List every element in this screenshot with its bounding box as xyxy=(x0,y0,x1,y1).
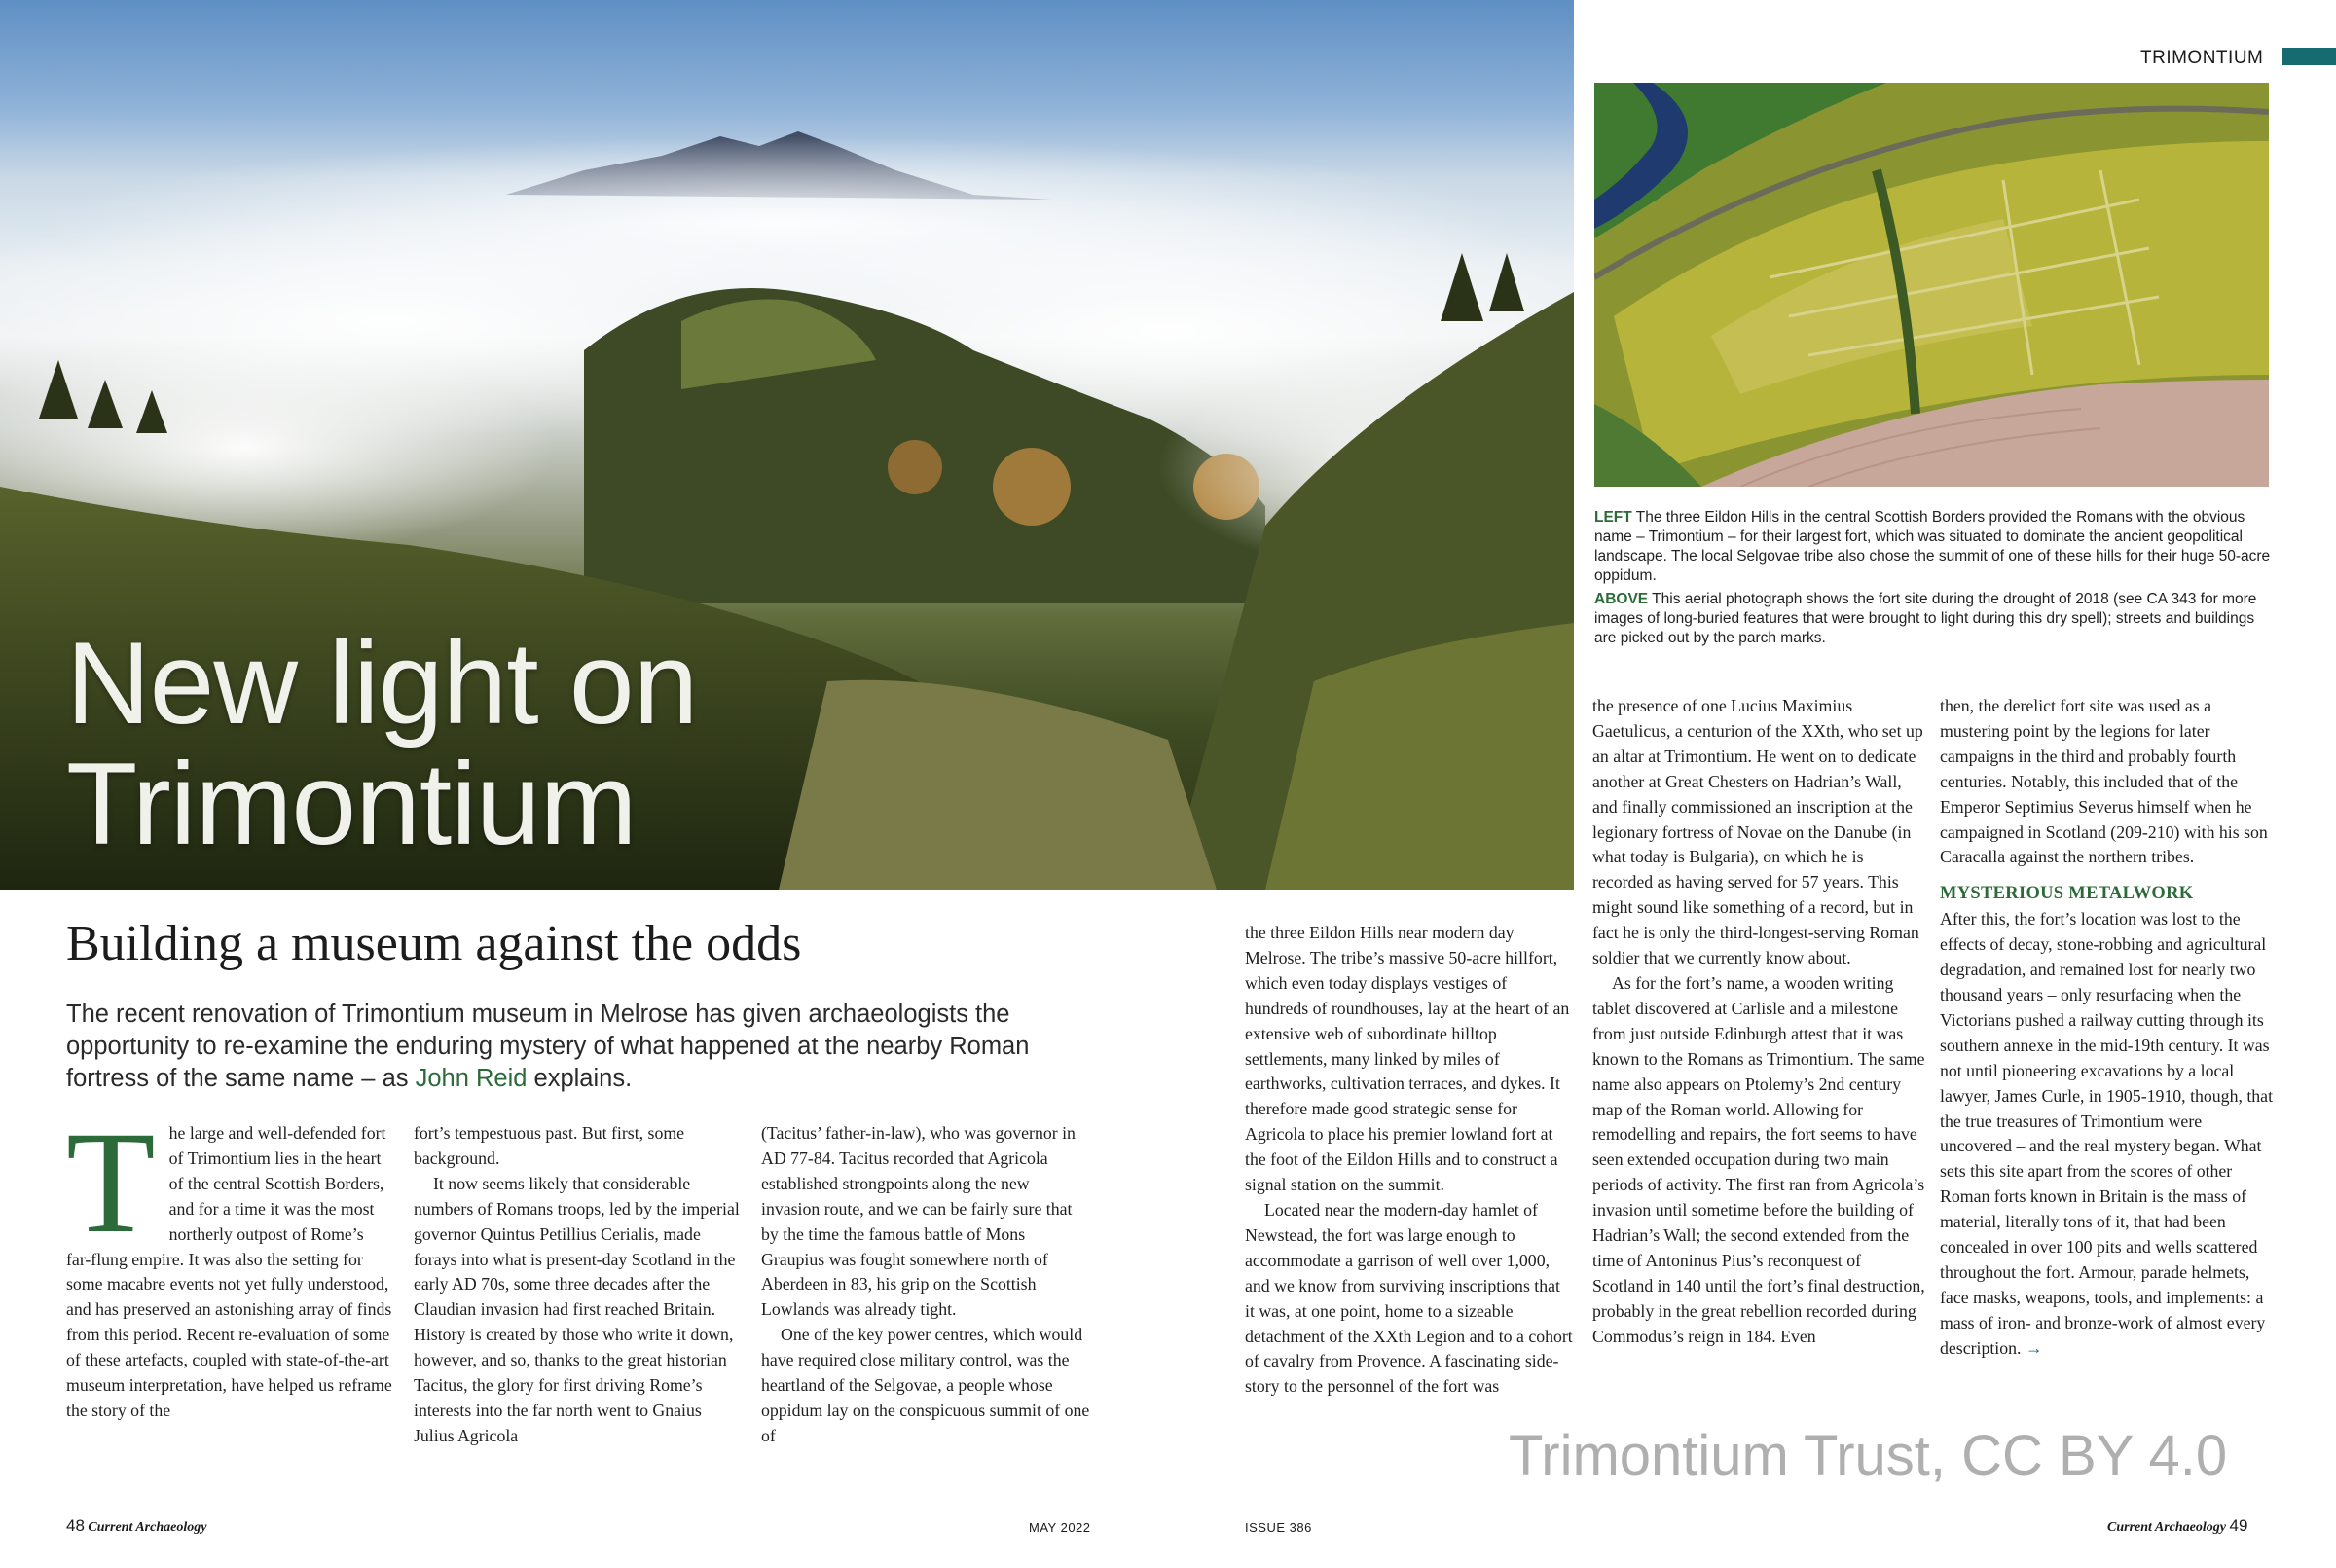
drop-cap: T xyxy=(66,1102,156,1263)
issue-date: MAY 2022 xyxy=(1029,1520,1091,1535)
standfirst-text: The recent renovation of Trimontium museum in Melrose has given archaeologists the opportunity to re-examine the enduring mystery of what happened at the nearby Roman fortress of the same name – as xyxy=(66,1001,1030,1092)
body-column-2 xyxy=(414,1121,745,1449)
paragraph: the presence of one Lucius Maximius Gaetulicus, a centurion of the XXth, who set up an altar at Trimontium. He went on to dedicate another at Great Chesters on Hadrian’s Wall, and finally commissioned an inscription at the legionary fortress of Novae on the Danube (in what today is Bulgaria), on which he is recorded as having served for 57 years. This might sound like something of a record, but in fact he is only the third-longest-serving Roman soldier that we currently know about. xyxy=(1592,696,1923,968)
magazine-name-right: Current Archaeology xyxy=(2107,1520,2226,1535)
license-watermark: Trimontium Trust, CC BY 4.0 xyxy=(1509,1424,2228,1487)
aerial-photo-fort-site xyxy=(1594,83,2269,487)
paragraph: Located near the modern-day hamlet of Newstead, the fort was large enough to accommodate a garrison of well over 1,000, and we know from surviving inscriptions that it was, at one point, home to a sizeable detachment of the XXth Legion and to a cohort of cavalry from Provence. A fascinating side-story to the personnel of the fort was xyxy=(1245,1199,1573,1397)
title-line-1: New light on xyxy=(66,618,698,748)
paragraph: It now seems likely that considerable numbers of Romans troops, led by the imperial governor Quintus Petillius Cerialis, made forays into what is present-day Scotland in the early AD 70s, some three decades after the Claudian invasion had first reached Britain. History is created by those who write it down, however, and so, thanks to the great historian Tacitus, the glory for first driving Rome’s interests into the far north went to Gnaius Julius Agricola xyxy=(414,1173,740,1445)
caption-above-text: This aerial photograph shows the fort site during the drought of 2018 (see CA 343 for more images of long-buried features that were brought to light during this dry spell); streets and buildings are picked out by the parch marks. xyxy=(1594,591,2257,646)
issue-number: ISSUE 386 xyxy=(1245,1520,1312,1535)
paragraph: As for the fort’s name, a wooden writing tablet discovered at Carlisle and a milestone from just outside Edinburgh attest that it was known to the Romans as Trimontium. The same name also appears on Ptolemy’s 2nd century map of the Roman world. Allowing for remodelling and repairs, the fort seems to have seen extended occupation during two main periods of activity. The first ran from Agricola’s invasion until sometime before the building of Hadrian’s Wall; the second extended from the time of Antoninus Pius’s reconquest of Scotland in 140 until the fort’s final destruction, probably in the great rebellion recorded during Commodus’s reign in 184. Even xyxy=(1592,972,1925,1346)
subheading-mysterious-metalwork: MYSTERIOUS METALWORK xyxy=(1940,884,2194,904)
paragraph xyxy=(1940,907,2273,1361)
caption-above xyxy=(1594,590,2276,648)
article-title xyxy=(66,618,942,869)
paragraph: One of the key power centres, which would have required close military control, was the heartland of the Selgovae, a people whose oppidum lay on the conspicuous summit of one of xyxy=(761,1325,1090,1445)
section-label: TRIMONTIUM xyxy=(2140,48,2264,68)
paragraph-text: After this, the fort’s location was lost to the effects of decay, stone-robbing and agricultural degradation, and remained lost for nearly two thousand years – only resurfacing when the Victorians pushed a railway cutting through its southern annexe in the mid-19th century. It was not until pioneering excavations by a local lawyer, James Curle, in 1905-1910, though, that the true treasures of Trimontium were uncovered – and the real mystery began. What sets this site apart from the scores of other Roman forts known in Britain is the mass of material, literally tons of it, that had been concealed in over 100 pits and wells scattered throughout the fort. Armour, parade helmets, face masks, weapons, tools, and implements: a mass of iron- and bronze-work of almost every description. xyxy=(1940,909,2274,1358)
footer-right xyxy=(2107,1516,2247,1536)
body-column-4 xyxy=(1245,921,1574,1400)
paragraph: fort’s tempestuous past. But first, some background. xyxy=(414,1123,685,1168)
author-name: John Reid xyxy=(415,1065,528,1092)
paragraph: (Tacitus’ father-in-law), who was governor in AD 77-84. Tacitus recorded that Agricola established strongpoints along the new invasion route, and we can be fairly sure that by the time the famous battle of Mons Graupius was fought somewhere north of Aberdeen in 83, his grip on the Scottish Lowlands was already tight. xyxy=(761,1123,1076,1320)
body-column-3 xyxy=(761,1121,1092,1449)
page-number-left: 48 xyxy=(66,1516,85,1535)
body-column-1 xyxy=(66,1102,392,1424)
body-column-5 xyxy=(1592,694,1925,1350)
paragraph: the three Eildon Hills near modern day Melrose. The tribe’s massive 50-acre hillfort, which even today displays vestiges of hundreds of roundhouses, lay at the heart of an extensive web of subordinate hilltop settlements, many linked by miles of earthworks, cultivation terraces, and dykes. It therefore made good strategic sense for Agricola to place his premier lowland fort at the foot of the Eildon Hills and to construct a signal station on the summit. xyxy=(1245,923,1570,1195)
magazine-name-left: Current Archaeology xyxy=(88,1520,207,1535)
caption-above-label: ABOVE xyxy=(1594,591,1649,607)
standfirst xyxy=(66,999,1040,1095)
footer-left xyxy=(66,1516,206,1536)
caption-left-label: LEFT xyxy=(1594,509,1632,526)
standfirst-end: explains. xyxy=(533,1065,633,1092)
paragraph: then, the derelict fort site was used as a mustering point by the legions for later campaigns in the third and probably fourth centuries. Notably, this included that of the Emperor Septimius Severus himself when he campaigned in Scotland (209-210) with his son Caracalla against the northern tribes. xyxy=(1940,696,2268,867)
continue-arrow-icon: → xyxy=(2025,1337,2043,1358)
page-number-right: 49 xyxy=(2229,1516,2248,1535)
article-subtitle: Building a museum against the odds xyxy=(66,916,802,971)
caption-left-text: The three Eildon Hills in the central Scottish Borders provided the Romans with the obvious name – Trimontium – for their largest fort, which was situated to dominate the ancient geopolitical landscape. The local Selgovae tribe also chose the summit of one of these hills for their huge 50-acre oppidum. xyxy=(1594,509,2271,584)
caption-left xyxy=(1594,508,2276,586)
section-accent-bar xyxy=(2282,48,2336,65)
photo-captions xyxy=(1594,508,2276,652)
title-line-2: Trimontium xyxy=(66,739,637,869)
aerial-field-illustration xyxy=(1594,83,2269,487)
body-column-6 xyxy=(1940,694,2273,1362)
hero-photo-eildon-hills xyxy=(0,0,1574,890)
paragraph: he large and well-defended fort of Trimontium lies in the heart of the central Scottish Borders, and for a time it was the most northerly outpost of Rome’s far-flung empire. It was also the setting for some macabre events not yet fully understood, and has preserved an astonishing array of finds from this period. Recent re-evaluation of some of these artefacts, coupled with state-of-the-art museum interpretation, have helped us reframe the story of the xyxy=(66,1123,392,1420)
